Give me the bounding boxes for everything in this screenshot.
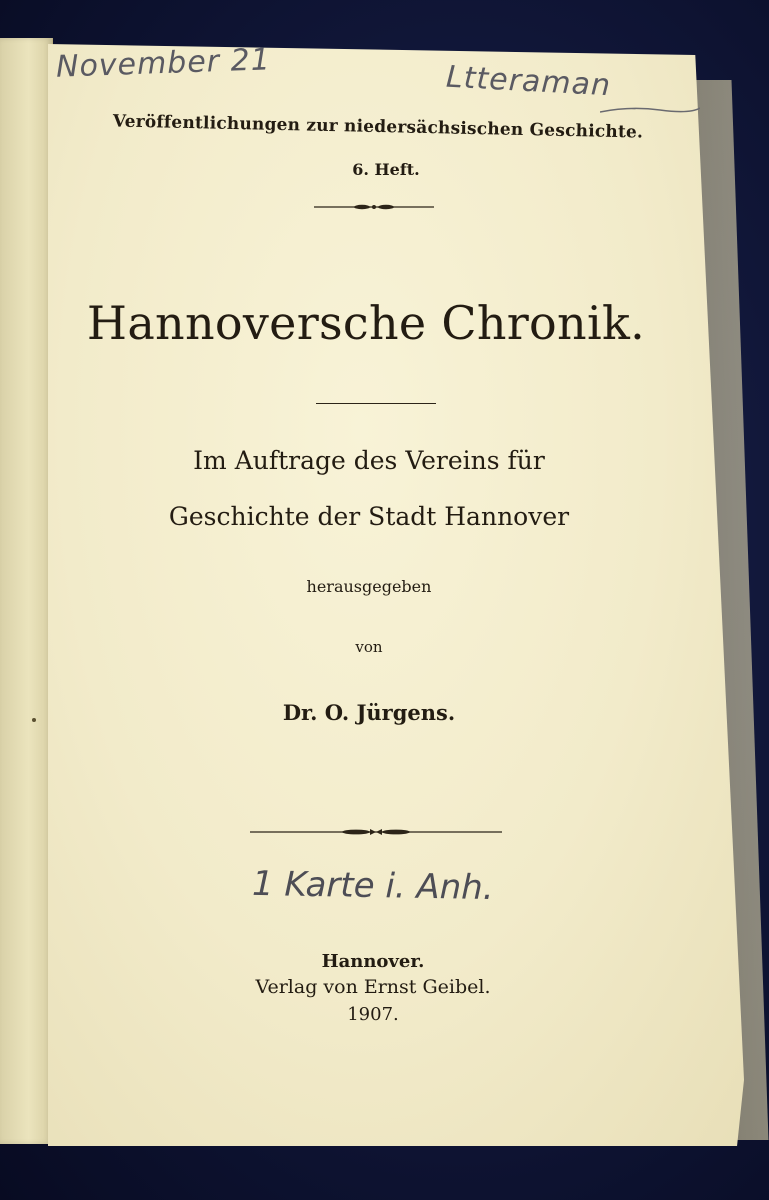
signature-underline bbox=[600, 104, 700, 118]
editor-label: herausgegeben bbox=[306, 577, 432, 596]
book-title: Hannoversche Chronik. bbox=[86, 296, 646, 350]
handwritten-map-note: 1 Karte i. Anh. bbox=[251, 863, 494, 909]
commission-line-1: Im Auftrage des Vereins für bbox=[193, 446, 545, 475]
bottom-ornament-rule bbox=[250, 826, 502, 838]
publication-city: Hannover. bbox=[321, 951, 425, 972]
series-title: Veröffentlichungen zur niedersächsischen Geschichte. bbox=[112, 111, 644, 143]
handwritten-signature: Ltteraman bbox=[445, 59, 612, 104]
publisher-name: Verlag von Ernst Geibel. bbox=[255, 976, 491, 998]
handwritten-date-note: November 21 bbox=[55, 42, 272, 85]
by-label: von bbox=[355, 638, 383, 656]
commission-line-2: Geschichte der Stadt Hannover bbox=[168, 502, 570, 531]
title-divider bbox=[316, 403, 436, 404]
author-name: Dr. O. Jürgens. bbox=[282, 700, 456, 725]
top-ornament-rule bbox=[314, 202, 434, 212]
issue-number: 6. Heft. bbox=[352, 160, 420, 179]
publication-year: 1907. bbox=[347, 1004, 399, 1025]
